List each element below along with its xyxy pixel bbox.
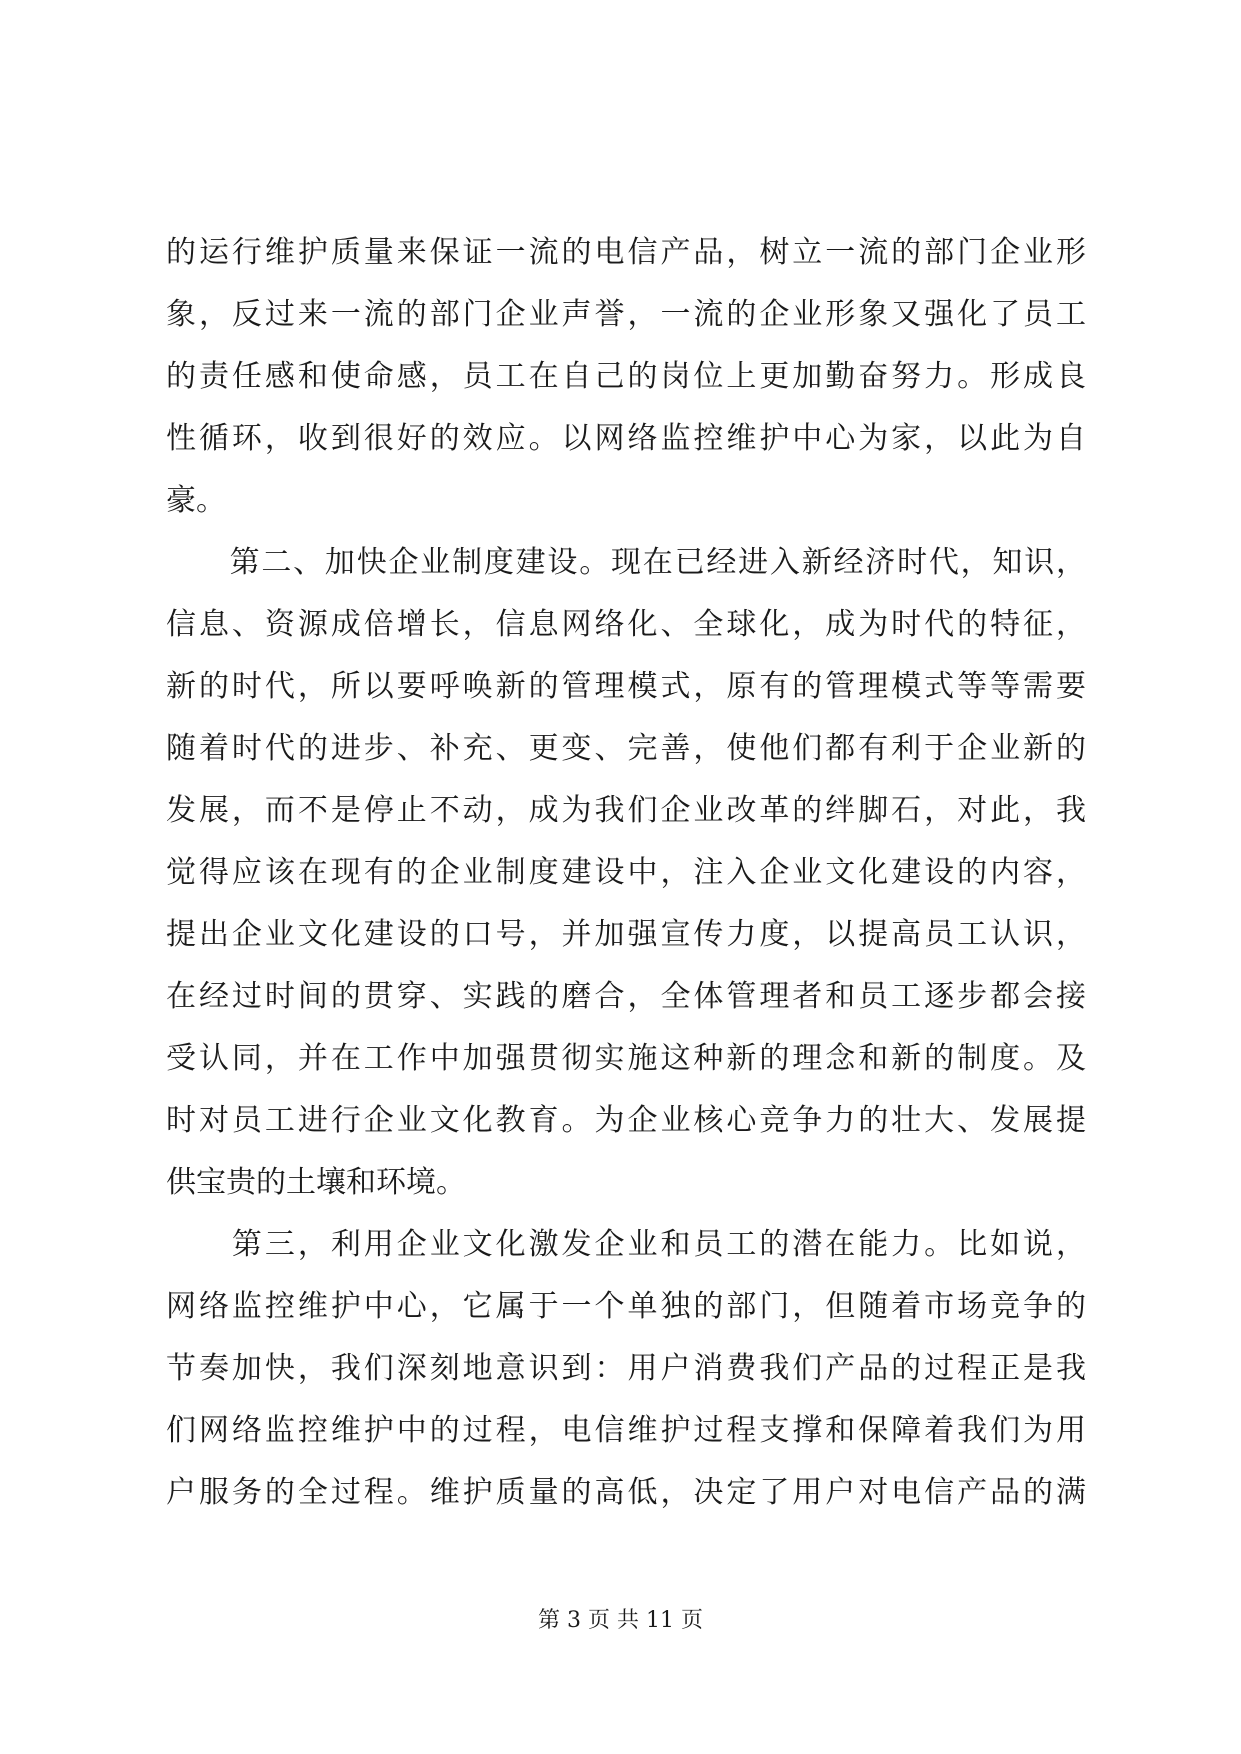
text-line: 提出企业文化建设的口号，并加强宣传力度，以提高员工认识， [166,917,1086,952]
text-line: 信息、资源成倍增长，信息网络化、全球化，成为时代的特征， [166,607,1086,642]
text-line: 时对员工进行企业文化教育。为企业核心竞争力的壮大、发展提 [166,1103,1086,1138]
text-line: 户服务的全过程。维护质量的高低，决定了用户对电信产品的满 [166,1475,1086,1510]
text-line: 节奏加快，我们深刻地意识到：用户消费我们产品的过程正是我 [166,1351,1086,1386]
text-line: 新的时代，所以要呼唤新的管理模式，原有的管理模式等等需要 [166,669,1086,704]
text-line: 的运行维护质量来保证一流的电信产品，树立一流的部门企业形 [166,235,1086,270]
text-line: 供宝贵的土壤和环境。 [166,1165,466,1200]
text-line: 在经过时间的贯穿、实践的磨合，全体管理者和员工逐步都会接 [166,979,1086,1014]
page-number-footer: 第 3 页 共 11 页 [538,1608,703,1633]
text-line: 第三，利用企业文化激发企业和员工的潜在能力。比如说， [166,1227,1086,1262]
text-line: 网络监控维护中心，它属于一个单独的部门，但随着市场竞争的 [166,1289,1086,1324]
body-text [166,222,1086,1524]
text-line: 的责任感和使命感，员工在自己的岗位上更加勤奋努力。形成良 [166,359,1086,394]
text-line: 随着时代的进步、补充、更变、完善，使他们都有利于企业新的 [166,731,1086,766]
text-line: 性循环，收到很好的效应。以网络监控维护中心为家，以此为自 [166,421,1086,456]
text-line: 象，反过来一流的部门企业声誉，一流的企业形象又强化了员工 [166,297,1086,332]
text-line: 觉得应该在现有的企业制度建设中，注入企业文化建设的内容， [166,855,1086,890]
text-line: 们网络监控维护中的过程，电信维护过程支撑和保障着我们为用 [166,1413,1086,1448]
text-line: 发展，而不是停止不动，成为我们企业改革的绊脚石，对此，我 [166,793,1086,828]
text-line: 受认同，并在工作中加强贯彻实施这种新的理念和新的制度。及 [166,1041,1086,1076]
text-line: 豪。 [166,483,226,518]
text-line: 第二、加快企业制度建设。现在已经进入新经济时代，知识， [166,545,1086,580]
